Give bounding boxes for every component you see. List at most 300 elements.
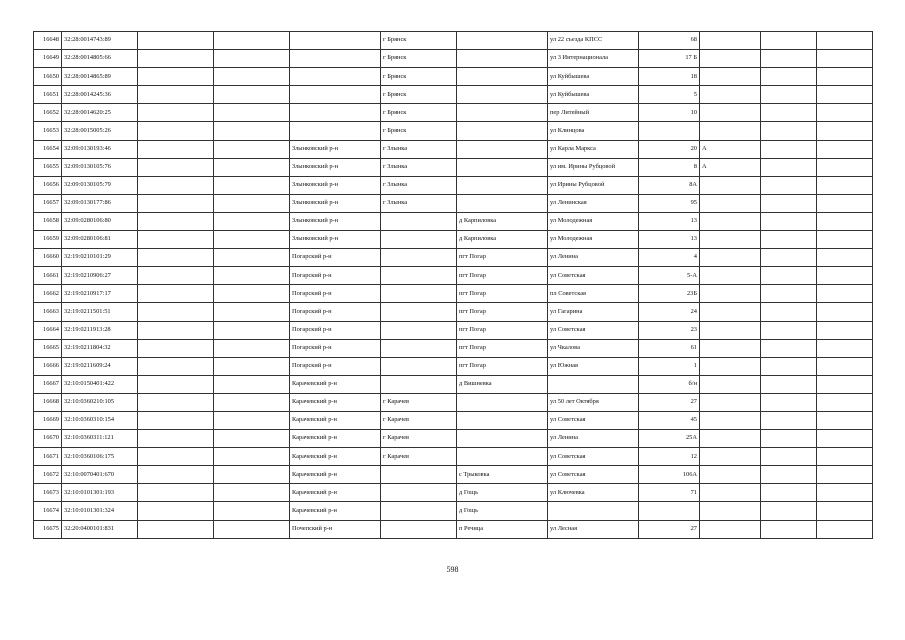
cell-settlement: д Карпиловка bbox=[457, 212, 548, 230]
cell-cadastral-number: 32:19:0210101:29 bbox=[62, 249, 138, 267]
cell-city bbox=[381, 267, 457, 285]
cell-row-number: 16668 bbox=[34, 393, 62, 411]
cell-street: ул Молодежная bbox=[548, 231, 639, 249]
table-row bbox=[34, 430, 873, 448]
cell-empty bbox=[214, 466, 290, 484]
cell-empty bbox=[138, 430, 214, 448]
cell-city: г Брянск bbox=[381, 86, 457, 104]
cell-cadastral-number: 32:09:0130105:76 bbox=[62, 158, 138, 176]
cell-building-letter bbox=[700, 194, 761, 212]
cell-building-letter bbox=[700, 267, 761, 285]
cell-cadastral-number: 32:09:0280106:81 bbox=[62, 231, 138, 249]
cell-empty bbox=[761, 212, 817, 230]
cell-district: Злынковский р-н bbox=[290, 212, 381, 230]
cell-empty bbox=[761, 231, 817, 249]
cell-empty bbox=[214, 484, 290, 502]
cell-row-number: 16656 bbox=[34, 176, 62, 194]
cell-building-letter bbox=[700, 448, 761, 466]
cell-cadastral-number: 32:10:0101301:193 bbox=[62, 484, 138, 502]
cell-city bbox=[381, 484, 457, 502]
cell-city bbox=[381, 249, 457, 267]
cell-district: Карачевский р-н bbox=[290, 502, 381, 520]
cell-district: Карачевский р-н bbox=[290, 484, 381, 502]
cell-street: ул Южная bbox=[548, 357, 639, 375]
cell-settlement: пгт Погар bbox=[457, 339, 548, 357]
cell-building-letter bbox=[700, 339, 761, 357]
cell-row-number: 16673 bbox=[34, 484, 62, 502]
cell-empty bbox=[214, 267, 290, 285]
cell-street: пл Советская bbox=[548, 285, 639, 303]
cell-building-letter bbox=[700, 122, 761, 140]
cell-empty bbox=[761, 303, 817, 321]
cell-district: Злынковский р-н bbox=[290, 158, 381, 176]
cell-cadastral-number: 32:28:0014245:36 bbox=[62, 86, 138, 104]
cell-city bbox=[381, 321, 457, 339]
cell-empty bbox=[214, 86, 290, 104]
cell-empty bbox=[817, 339, 873, 357]
cell-empty bbox=[761, 68, 817, 86]
cell-empty bbox=[138, 484, 214, 502]
cell-cadastral-number: 32:28:0014620:25 bbox=[62, 104, 138, 122]
cell-settlement bbox=[457, 140, 548, 158]
cell-city: г Брянск bbox=[381, 122, 457, 140]
cell-cadastral-number: 32:28:0014743:89 bbox=[62, 32, 138, 50]
cell-empty bbox=[214, 32, 290, 50]
cell-settlement: д Вишневка bbox=[457, 375, 548, 393]
cell-house: 71 bbox=[639, 484, 700, 502]
table-row bbox=[34, 212, 873, 230]
cell-cadastral-number: 32:19:0211804:32 bbox=[62, 339, 138, 357]
cell-house: 1 bbox=[639, 357, 700, 375]
registry-table-body bbox=[34, 32, 873, 539]
cell-row-number: 16652 bbox=[34, 104, 62, 122]
cell-empty bbox=[138, 502, 214, 520]
cell-settlement bbox=[457, 448, 548, 466]
cell-house: 61 bbox=[639, 339, 700, 357]
table-row bbox=[34, 122, 873, 140]
cell-house: 5 bbox=[639, 86, 700, 104]
cell-settlement: пгт Погар bbox=[457, 303, 548, 321]
cell-building-letter: А bbox=[700, 140, 761, 158]
cell-empty bbox=[817, 375, 873, 393]
cell-building-letter bbox=[700, 375, 761, 393]
cell-district: Карачевский р-н bbox=[290, 375, 381, 393]
cell-street: ул Ключевка bbox=[548, 484, 639, 502]
cell-street: ул Советская bbox=[548, 411, 639, 429]
cell-city: г Злынка bbox=[381, 194, 457, 212]
table-row bbox=[34, 68, 873, 86]
cell-empty bbox=[761, 176, 817, 194]
cell-house: 4 bbox=[639, 249, 700, 267]
cell-cadastral-number: 32:10:0360310:154 bbox=[62, 411, 138, 429]
cell-building-letter bbox=[700, 502, 761, 520]
cell-empty bbox=[214, 357, 290, 375]
cell-empty bbox=[817, 68, 873, 86]
cell-district: Погарский р-н bbox=[290, 249, 381, 267]
cell-row-number: 16666 bbox=[34, 357, 62, 375]
cell-empty bbox=[214, 520, 290, 538]
cell-settlement bbox=[457, 86, 548, 104]
cell-row-number: 16648 bbox=[34, 32, 62, 50]
cell-empty bbox=[138, 321, 214, 339]
cell-empty bbox=[761, 158, 817, 176]
cell-empty bbox=[817, 32, 873, 50]
cell-cadastral-number: 32:09:0280106:80 bbox=[62, 212, 138, 230]
table-row bbox=[34, 448, 873, 466]
cell-row-number: 16675 bbox=[34, 520, 62, 538]
cell-district: Злынковский р-н bbox=[290, 140, 381, 158]
cell-street: ул Клинцова bbox=[548, 122, 639, 140]
cell-street: ул Куйбышева bbox=[548, 86, 639, 104]
cell-row-number: 16669 bbox=[34, 411, 62, 429]
cell-city bbox=[381, 339, 457, 357]
cell-settlement bbox=[457, 176, 548, 194]
cell-empty bbox=[214, 285, 290, 303]
cell-empty bbox=[138, 176, 214, 194]
cell-district: Погарский р-н bbox=[290, 267, 381, 285]
cell-empty bbox=[214, 249, 290, 267]
cell-cadastral-number: 32:09:0130193:46 bbox=[62, 140, 138, 158]
table-row bbox=[34, 176, 873, 194]
cell-empty bbox=[214, 339, 290, 357]
cell-empty bbox=[761, 86, 817, 104]
table-row bbox=[34, 357, 873, 375]
table-row bbox=[34, 520, 873, 538]
cell-empty bbox=[214, 176, 290, 194]
cell-empty bbox=[214, 104, 290, 122]
cell-row-number: 16651 bbox=[34, 86, 62, 104]
cell-empty bbox=[138, 393, 214, 411]
cell-empty bbox=[214, 122, 290, 140]
cell-settlement: с Трыковка bbox=[457, 466, 548, 484]
cell-empty bbox=[761, 104, 817, 122]
cell-row-number: 16654 bbox=[34, 140, 62, 158]
cell-house: 23 bbox=[639, 321, 700, 339]
table-row bbox=[34, 321, 873, 339]
cell-empty bbox=[761, 321, 817, 339]
cell-house: 95 bbox=[639, 194, 700, 212]
cell-empty bbox=[761, 194, 817, 212]
table-row bbox=[34, 86, 873, 104]
cell-cadastral-number: 32:19:0210917:17 bbox=[62, 285, 138, 303]
cell-street: ул Чкалова bbox=[548, 339, 639, 357]
cell-row-number: 16672 bbox=[34, 466, 62, 484]
cell-district: Погарский р-н bbox=[290, 321, 381, 339]
cell-street: пер Литейный bbox=[548, 104, 639, 122]
cell-empty bbox=[761, 520, 817, 538]
cell-building-letter bbox=[700, 249, 761, 267]
cell-district bbox=[290, 122, 381, 140]
cell-empty bbox=[138, 448, 214, 466]
cell-empty bbox=[817, 212, 873, 230]
cell-row-number: 16657 bbox=[34, 194, 62, 212]
cell-empty bbox=[817, 122, 873, 140]
cell-row-number: 16670 bbox=[34, 430, 62, 448]
cell-settlement: пгт Погар bbox=[457, 249, 548, 267]
cell-city: г Злынка bbox=[381, 140, 457, 158]
cell-empty bbox=[817, 502, 873, 520]
table-row bbox=[34, 231, 873, 249]
cell-district: Карачевский р-н bbox=[290, 393, 381, 411]
cell-district: Карачевский р-н bbox=[290, 448, 381, 466]
table-row bbox=[34, 104, 873, 122]
cell-house: 18 bbox=[639, 68, 700, 86]
cell-empty bbox=[817, 411, 873, 429]
cell-cadastral-number: 32:19:0211609:24 bbox=[62, 357, 138, 375]
cell-district: Злынковский р-н bbox=[290, 231, 381, 249]
cell-building-letter bbox=[700, 50, 761, 68]
cell-building-letter bbox=[700, 411, 761, 429]
cell-settlement bbox=[457, 50, 548, 68]
cell-city: г Карачев bbox=[381, 430, 457, 448]
cell-house: б/н bbox=[639, 375, 700, 393]
cell-city bbox=[381, 231, 457, 249]
cell-district bbox=[290, 68, 381, 86]
cell-empty bbox=[761, 393, 817, 411]
cell-district: Злынковский р-н bbox=[290, 176, 381, 194]
cell-city: г Брянск bbox=[381, 104, 457, 122]
cell-house: 10 bbox=[639, 104, 700, 122]
cell-empty bbox=[817, 194, 873, 212]
table-row bbox=[34, 375, 873, 393]
cell-empty bbox=[214, 68, 290, 86]
cell-empty bbox=[138, 158, 214, 176]
table-row bbox=[34, 466, 873, 484]
cell-empty bbox=[214, 158, 290, 176]
cell-settlement: д Карпиловка bbox=[457, 231, 548, 249]
cell-settlement: п Речица bbox=[457, 520, 548, 538]
cell-empty bbox=[138, 249, 214, 267]
cell-empty bbox=[761, 448, 817, 466]
cell-building-letter bbox=[700, 68, 761, 86]
cell-empty bbox=[214, 194, 290, 212]
cell-empty bbox=[214, 231, 290, 249]
cell-settlement: пгт Погар bbox=[457, 267, 548, 285]
cell-empty bbox=[817, 249, 873, 267]
cell-city: г Злынка bbox=[381, 158, 457, 176]
cell-building-letter bbox=[700, 32, 761, 50]
table-row bbox=[34, 339, 873, 357]
cell-district bbox=[290, 50, 381, 68]
cell-city: г Карачев bbox=[381, 411, 457, 429]
cell-cadastral-number: 32:20:0400101:831 bbox=[62, 520, 138, 538]
page-number: 598 bbox=[446, 565, 459, 574]
cell-street: ул 50 лет Октября bbox=[548, 393, 639, 411]
cell-empty bbox=[761, 249, 817, 267]
table-row bbox=[34, 267, 873, 285]
registry-table bbox=[33, 31, 873, 539]
cell-city: г Брянск bbox=[381, 68, 457, 86]
cell-row-number: 16662 bbox=[34, 285, 62, 303]
cell-building-letter bbox=[700, 393, 761, 411]
cell-empty bbox=[138, 32, 214, 50]
cell-empty bbox=[817, 303, 873, 321]
cell-empty bbox=[817, 393, 873, 411]
cell-city: г Карачев bbox=[381, 393, 457, 411]
cell-street: ул Ирины Рубцовой bbox=[548, 176, 639, 194]
cell-empty bbox=[214, 448, 290, 466]
cell-street: ул им. Ирины Рубцовой bbox=[548, 158, 639, 176]
cell-street: ул Ленина bbox=[548, 430, 639, 448]
cell-settlement bbox=[457, 194, 548, 212]
cell-empty bbox=[214, 50, 290, 68]
cell-house: 12 bbox=[639, 448, 700, 466]
cell-empty bbox=[761, 285, 817, 303]
cell-district bbox=[290, 104, 381, 122]
cell-street: ул Советская bbox=[548, 321, 639, 339]
cell-empty bbox=[817, 158, 873, 176]
cell-district: Карачевский р-н bbox=[290, 430, 381, 448]
cell-district: Карачевский р-н bbox=[290, 466, 381, 484]
cell-empty bbox=[761, 32, 817, 50]
cell-city bbox=[381, 357, 457, 375]
cell-settlement bbox=[457, 104, 548, 122]
cell-street: ул Советская bbox=[548, 267, 639, 285]
cell-empty bbox=[138, 68, 214, 86]
cell-cadastral-number: 32:09:0130177:86 bbox=[62, 194, 138, 212]
table-row bbox=[34, 158, 873, 176]
cell-empty bbox=[214, 212, 290, 230]
cell-empty bbox=[817, 430, 873, 448]
cell-house: 25А bbox=[639, 430, 700, 448]
cell-street: ул Ленинская bbox=[548, 194, 639, 212]
cell-empty bbox=[817, 104, 873, 122]
cell-settlement: пгт Погар bbox=[457, 285, 548, 303]
cell-cadastral-number: 32:10:0360210:105 bbox=[62, 393, 138, 411]
cell-settlement: д Гощь bbox=[457, 502, 548, 520]
cell-empty bbox=[214, 502, 290, 520]
cell-house: 5-А bbox=[639, 267, 700, 285]
cell-empty bbox=[214, 411, 290, 429]
cell-district bbox=[290, 86, 381, 104]
cell-building-letter bbox=[700, 303, 761, 321]
cell-empty bbox=[138, 50, 214, 68]
cell-building-letter bbox=[700, 321, 761, 339]
cell-empty bbox=[817, 231, 873, 249]
cell-row-number: 16649 bbox=[34, 50, 62, 68]
cell-cadastral-number: 32:19:0210906:27 bbox=[62, 267, 138, 285]
cell-building-letter bbox=[700, 285, 761, 303]
cell-district: Погарский р-н bbox=[290, 357, 381, 375]
cell-empty bbox=[761, 357, 817, 375]
cell-cadastral-number: 32:28:0014805:66 bbox=[62, 50, 138, 68]
cell-street: ул Молодежная bbox=[548, 212, 639, 230]
cell-row-number: 16661 bbox=[34, 267, 62, 285]
cell-empty bbox=[817, 484, 873, 502]
cell-cadastral-number: 32:10:0070401:670 bbox=[62, 466, 138, 484]
table-row bbox=[34, 194, 873, 212]
table-row bbox=[34, 32, 873, 50]
cell-row-number: 16659 bbox=[34, 231, 62, 249]
cell-district: Погарский р-н bbox=[290, 285, 381, 303]
cell-building-letter bbox=[700, 86, 761, 104]
cell-settlement bbox=[457, 122, 548, 140]
cell-empty bbox=[138, 267, 214, 285]
cell-empty bbox=[761, 411, 817, 429]
cell-empty bbox=[138, 104, 214, 122]
cell-cadastral-number: 32:09:0130105:79 bbox=[62, 176, 138, 194]
cell-row-number: 16660 bbox=[34, 249, 62, 267]
cell-empty bbox=[761, 430, 817, 448]
cell-building-letter bbox=[700, 176, 761, 194]
cell-city bbox=[381, 502, 457, 520]
cell-street bbox=[548, 502, 639, 520]
cell-empty bbox=[214, 303, 290, 321]
cell-empty bbox=[214, 375, 290, 393]
cell-empty bbox=[138, 339, 214, 357]
cell-cadastral-number: 32:28:0014865:89 bbox=[62, 68, 138, 86]
cell-empty bbox=[817, 321, 873, 339]
cell-row-number: 16658 bbox=[34, 212, 62, 230]
cell-city bbox=[381, 466, 457, 484]
cell-district: Погарский р-н bbox=[290, 339, 381, 357]
cell-empty bbox=[817, 466, 873, 484]
cell-empty bbox=[761, 484, 817, 502]
cell-district: Погарский р-н bbox=[290, 303, 381, 321]
cell-street: ул Карла Маркса bbox=[548, 140, 639, 158]
cell-city: г Брянск bbox=[381, 32, 457, 50]
table-row bbox=[34, 140, 873, 158]
cell-cadastral-number: 32:10:0360311:121 bbox=[62, 430, 138, 448]
cell-street: ул Советская bbox=[548, 466, 639, 484]
cell-row-number: 16650 bbox=[34, 68, 62, 86]
cell-row-number: 16664 bbox=[34, 321, 62, 339]
cell-street: ул Куйбышева bbox=[548, 68, 639, 86]
cell-district: Почепский р-н bbox=[290, 520, 381, 538]
cell-row-number: 16667 bbox=[34, 375, 62, 393]
cell-district: Карачевский р-н bbox=[290, 411, 381, 429]
cell-cadastral-number: 32:10:0150401:422 bbox=[62, 375, 138, 393]
cell-empty bbox=[138, 86, 214, 104]
cell-empty bbox=[761, 466, 817, 484]
cell-empty bbox=[761, 140, 817, 158]
cell-street: ул Гагарина bbox=[548, 303, 639, 321]
cell-house: 45 bbox=[639, 411, 700, 429]
cell-house: 8А bbox=[639, 176, 700, 194]
cell-city: г Карачев bbox=[381, 448, 457, 466]
cell-empty bbox=[138, 140, 214, 158]
cell-empty bbox=[817, 448, 873, 466]
cell-district: Злынковский р-н bbox=[290, 194, 381, 212]
cell-building-letter bbox=[700, 212, 761, 230]
cell-empty bbox=[138, 375, 214, 393]
cell-row-number: 16663 bbox=[34, 303, 62, 321]
cell-house: 20 bbox=[639, 140, 700, 158]
cell-empty bbox=[817, 267, 873, 285]
cell-settlement: пгт Погар bbox=[457, 357, 548, 375]
cell-building-letter bbox=[700, 231, 761, 249]
cell-city bbox=[381, 303, 457, 321]
cell-cadastral-number: 32:28:0015005:26 bbox=[62, 122, 138, 140]
cell-house: 106А bbox=[639, 466, 700, 484]
cell-street: ул Лесная bbox=[548, 520, 639, 538]
cell-empty bbox=[138, 357, 214, 375]
table-row bbox=[34, 249, 873, 267]
cell-settlement: пгт Погар bbox=[457, 321, 548, 339]
cell-empty bbox=[138, 194, 214, 212]
cell-settlement bbox=[457, 430, 548, 448]
cell-city bbox=[381, 212, 457, 230]
cell-settlement bbox=[457, 32, 548, 50]
cell-house: 8 bbox=[639, 158, 700, 176]
table-row bbox=[34, 303, 873, 321]
cell-house: 27 bbox=[639, 520, 700, 538]
table-row bbox=[34, 50, 873, 68]
cell-building-letter bbox=[700, 357, 761, 375]
cell-street: ул Советская bbox=[548, 448, 639, 466]
cell-empty bbox=[817, 520, 873, 538]
cell-settlement bbox=[457, 68, 548, 86]
